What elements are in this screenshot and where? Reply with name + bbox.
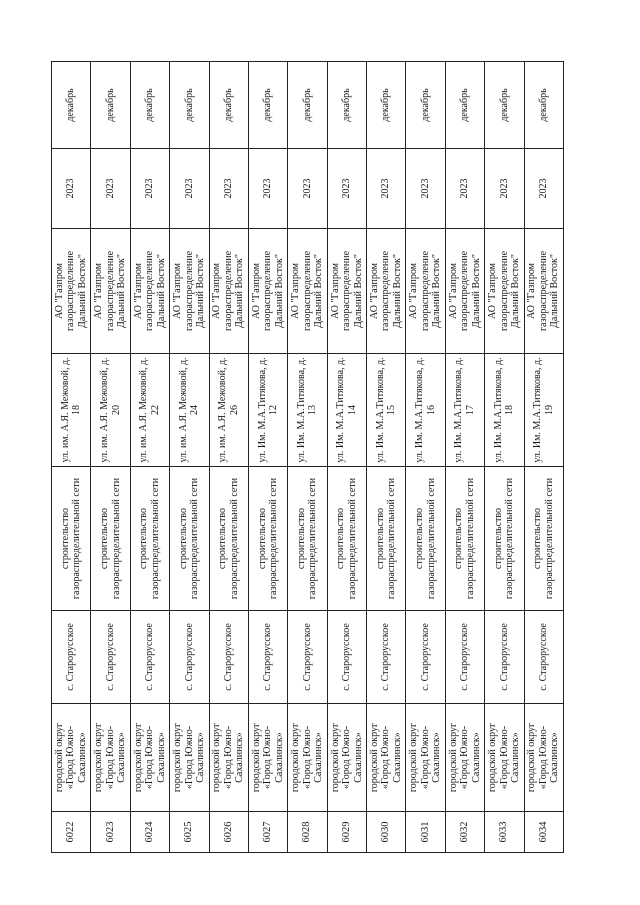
- work-type-cell: строительство газораспределительной сети: [524, 467, 563, 611]
- organization-cell: АО "Газпром газораспределение Дальний Восток": [130, 229, 169, 354]
- locality-cell: с. Старорусское: [130, 611, 169, 704]
- locality-cell: с. Старорусское: [485, 611, 524, 704]
- locality-cell: с. Старорусское: [170, 611, 209, 704]
- district-cell: городской округ «Город Южно-Сахалинск»: [406, 704, 445, 812]
- row-number: 6028: [288, 812, 327, 853]
- address-cell: ул. Им. М.А.Титякова, д. 15: [367, 354, 406, 467]
- year-cell: 2023: [367, 149, 406, 229]
- locality-cell: с. Старорусское: [209, 611, 248, 704]
- locality-cell: с. Старорусское: [524, 611, 563, 704]
- month-cell: декабрь: [485, 62, 524, 149]
- district-cell: городской округ «Город Южно-Сахалинск»: [91, 704, 130, 812]
- work-type-cell: строительство газораспределительной сети: [288, 467, 327, 611]
- work-type-cell: строительство газораспределительной сети: [485, 467, 524, 611]
- row-number: 6023: [91, 812, 130, 853]
- work-type-cell: строительство газораспределительной сети: [248, 467, 287, 611]
- district-cell: городской округ «Город Южно-Сахалинск»: [170, 704, 209, 812]
- locality-cell: с. Старорусское: [248, 611, 287, 704]
- locality-cell: с. Старорусское: [288, 611, 327, 704]
- table-row: [52, 62, 91, 853]
- organization-cell: АО "Газпром газораспределение Дальний Восток": [91, 229, 130, 354]
- work-type-cell: строительство газораспределительной сети: [91, 467, 130, 611]
- year-cell: 2023: [170, 149, 209, 229]
- organization-cell: АО "Газпром газораспределение Дальний Восток": [248, 229, 287, 354]
- address-cell: ул. Им. М.А.Титякова, д. 16: [406, 354, 445, 467]
- table-row: [130, 62, 169, 853]
- year-cell: 2023: [248, 149, 287, 229]
- year-cell: 2023: [485, 149, 524, 229]
- district-cell: городской округ «Город Южно-Сахалинск»: [52, 704, 91, 812]
- locality-cell: с. Старорусское: [406, 611, 445, 704]
- row-number: 6033: [485, 812, 524, 853]
- table-row: [445, 62, 484, 853]
- rotated-page: [51, 62, 563, 853]
- row-number: 6034: [524, 812, 563, 853]
- address-cell: ул. Им. М.А.Титякова, д. 13: [288, 354, 327, 467]
- row-number: 6030: [367, 812, 406, 853]
- table-row: [367, 62, 406, 853]
- month-cell: декабрь: [170, 62, 209, 149]
- address-cell: ул. им. А.Я. Межовой, д. 22: [130, 354, 169, 467]
- district-cell: городской округ «Город Южно-Сахалинск»: [524, 704, 563, 812]
- gasification-schedule-table: [51, 61, 564, 853]
- locality-cell: с. Старорусское: [91, 611, 130, 704]
- month-cell: декабрь: [209, 62, 248, 149]
- district-cell: городской округ «Город Южно-Сахалинск»: [327, 704, 366, 812]
- month-cell: декабрь: [130, 62, 169, 149]
- work-type-cell: строительство газораспределительной сети: [130, 467, 169, 611]
- table-row: [327, 62, 366, 853]
- organization-cell: АО "Газпром газораспределение Дальний Восток": [170, 229, 209, 354]
- district-cell: городской округ «Город Южно-Сахалинск»: [485, 704, 524, 812]
- table-body: [52, 62, 564, 853]
- work-type-cell: строительство газораспределительной сети: [170, 467, 209, 611]
- district-cell: городской округ «Город Южно-Сахалинск»: [445, 704, 484, 812]
- locality-cell: с. Старорусское: [327, 611, 366, 704]
- organization-cell: АО "Газпром газораспределение Дальний Восток": [367, 229, 406, 354]
- row-number: 6032: [445, 812, 484, 853]
- organization-cell: АО "Газпром газораспределение Дальний Восток": [406, 229, 445, 354]
- month-cell: декабрь: [406, 62, 445, 149]
- year-cell: 2023: [91, 149, 130, 229]
- district-cell: городской округ «Город Южно-Сахалинск»: [209, 704, 248, 812]
- address-cell: ул. им. А.Я. Межовой, д. 18: [52, 354, 91, 467]
- address-cell: ул. Им. М.А.Титякова, д. 12: [248, 354, 287, 467]
- work-type-cell: строительство газораспределительной сети: [406, 467, 445, 611]
- month-cell: декабрь: [248, 62, 287, 149]
- table-row: [91, 62, 130, 853]
- organization-cell: АО "Газпром газораспределение Дальний Восток": [327, 229, 366, 354]
- locality-cell: с. Старорусское: [367, 611, 406, 704]
- organization-cell: АО "Газпром газораспределение Дальний Восток": [52, 229, 91, 354]
- locality-cell: с. Старорусское: [52, 611, 91, 704]
- organization-cell: АО "Газпром газораспределение Дальний Восток": [524, 229, 563, 354]
- address-cell: ул. им. А.Я. Межовой, д. 24: [170, 354, 209, 467]
- year-cell: 2023: [524, 149, 563, 229]
- month-cell: декабрь: [288, 62, 327, 149]
- row-number: 6022: [52, 812, 91, 853]
- locality-cell: с. Старорусское: [445, 611, 484, 704]
- year-cell: 2023: [52, 149, 91, 229]
- table-row: [524, 62, 563, 853]
- address-cell: ул. им. А.Я. Межовой, д. 26: [209, 354, 248, 467]
- work-type-cell: строительство газораспределительной сети: [445, 467, 484, 611]
- year-cell: 2023: [327, 149, 366, 229]
- row-number: 6024: [130, 812, 169, 853]
- table-row: [485, 62, 524, 853]
- table-row: [248, 62, 287, 853]
- year-cell: 2023: [209, 149, 248, 229]
- work-type-cell: строительство газораспределительной сети: [209, 467, 248, 611]
- month-cell: декабрь: [91, 62, 130, 149]
- table-row: [288, 62, 327, 853]
- organization-cell: АО "Газпром газораспределение Дальний Восток": [445, 229, 484, 354]
- district-cell: городской округ «Город Южно-Сахалинск»: [130, 704, 169, 812]
- address-cell: ул. Им. М.А.Титякова, д. 14: [327, 354, 366, 467]
- year-cell: 2023: [130, 149, 169, 229]
- month-cell: декабрь: [327, 62, 366, 149]
- row-number: 6027: [248, 812, 287, 853]
- district-cell: городской округ «Город Южно-Сахалинск»: [367, 704, 406, 812]
- address-cell: ул. им. А.Я. Межовой, д. 20: [91, 354, 130, 467]
- work-type-cell: строительство газораспределительной сети: [367, 467, 406, 611]
- table-row: [170, 62, 209, 853]
- organization-cell: АО "Газпром газораспределение Дальний Восток": [485, 229, 524, 354]
- row-number: 6025: [170, 812, 209, 853]
- row-number: 6029: [327, 812, 366, 853]
- district-cell: городской округ «Город Южно-Сахалинск»: [248, 704, 287, 812]
- month-cell: декабрь: [524, 62, 563, 149]
- address-cell: ул. Им. М.А.Титякова, д. 17: [445, 354, 484, 467]
- table-row: [406, 62, 445, 853]
- address-cell: ул. Им. М.А.Титякова, д. 19: [524, 354, 563, 467]
- year-cell: 2023: [406, 149, 445, 229]
- table-row: [209, 62, 248, 853]
- row-number: 6031: [406, 812, 445, 853]
- year-cell: 2023: [288, 149, 327, 229]
- work-type-cell: строительство газораспределительной сети: [327, 467, 366, 611]
- month-cell: декабрь: [445, 62, 484, 149]
- row-number: 6026: [209, 812, 248, 853]
- address-cell: ул. Им. М.А.Титякова, д. 18: [485, 354, 524, 467]
- year-cell: 2023: [445, 149, 484, 229]
- organization-cell: АО "Газпром газораспределение Дальний Восток": [209, 229, 248, 354]
- month-cell: декабрь: [52, 62, 91, 149]
- district-cell: городской округ «Город Южно-Сахалинск»: [288, 704, 327, 812]
- month-cell: декабрь: [367, 62, 406, 149]
- organization-cell: АО "Газпром газораспределение Дальний Восток": [288, 229, 327, 354]
- work-type-cell: строительство газораспределительной сети: [52, 467, 91, 611]
